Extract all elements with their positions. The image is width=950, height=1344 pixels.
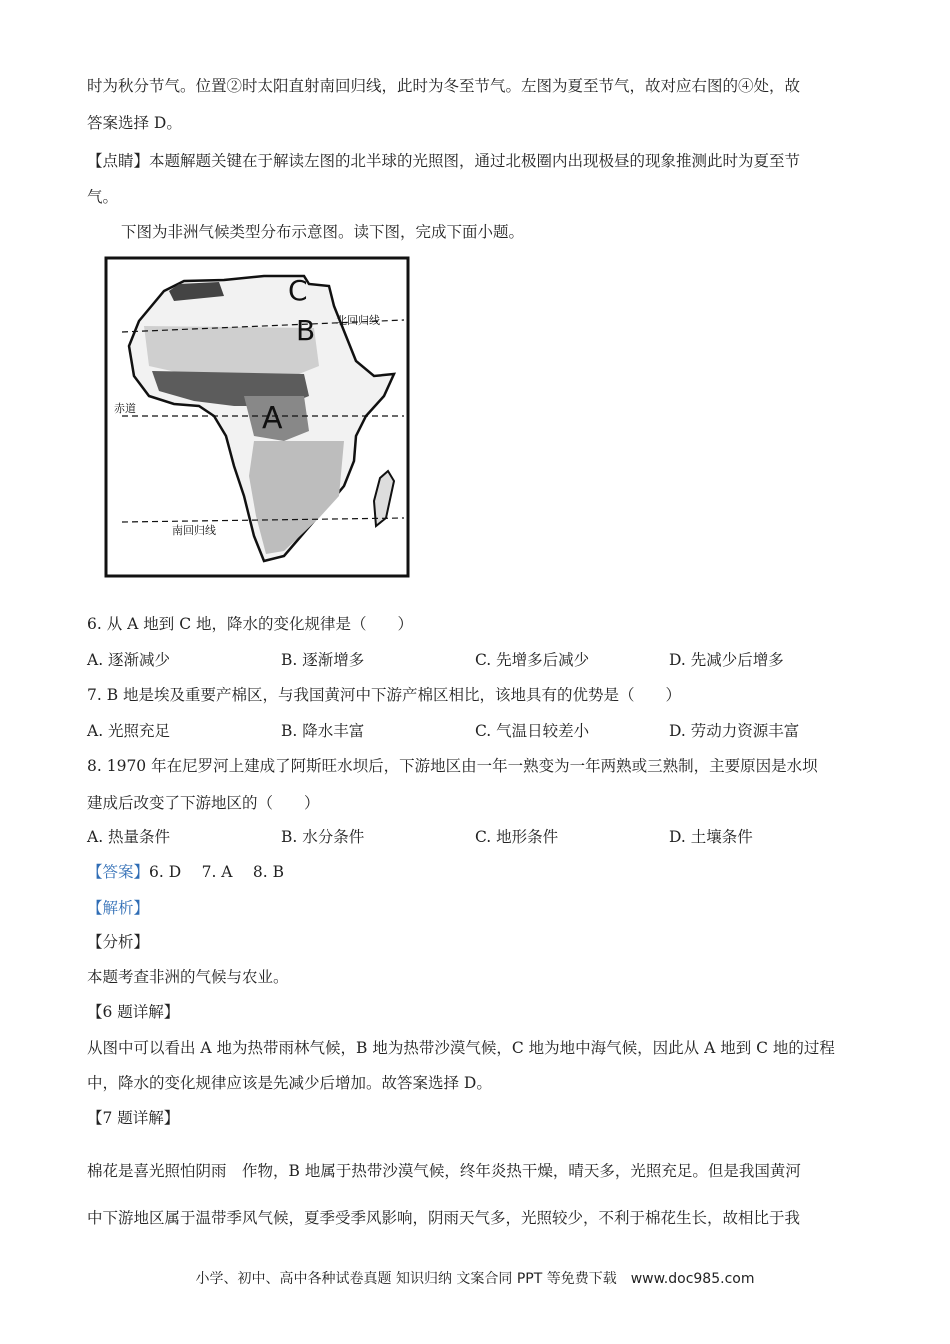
q7-option-b: B. 降水丰富 — [281, 722, 365, 740]
tropic-south-label: 南回归线 — [172, 524, 216, 537]
q6-option-c: C. 先增多后减少 — [475, 651, 590, 669]
question-8-stem-line2: 建成后改变了下游地区的（ ） — [87, 794, 320, 812]
prev-explanation-line1: 时为秋分节气。位置②时太阳直射南回归线，此时为冬至节气。左图为夏至节气，故对应右图的④处，故 — [87, 77, 801, 95]
q7-detail-label: 【7 题详解】 — [87, 1109, 180, 1127]
page-footer: 小学、初中、高中各种试卷真题 知识归纳 文案合同 PPT 等免费下载 www.doc985.com — [195, 1271, 755, 1287]
equator-label: 赤道 — [114, 402, 136, 415]
question-6-stem: 6. 从 A 地到 C 地，降水的变化规律是（ ） — [87, 615, 413, 633]
map-label-a: A — [262, 401, 283, 436]
map-label-c: C — [288, 274, 308, 307]
q6-option-a: A. 逐渐减少 — [87, 651, 171, 669]
prev-explanation-line2: 答案选择 D。 — [87, 114, 182, 132]
fenxi-label: 【分析】 — [87, 933, 150, 951]
q6-option-b: B. 逐渐增多 — [281, 651, 365, 669]
tip-line1: 【点睛】本题解题关键在于解读左图的北半球的光照图，通过北极圈内出现极昼的现象推测此时为夏至节 — [87, 152, 801, 170]
q7-detail-line1: 棉花是喜光照怕阴雨 作物，B 地属于热带沙漠气候，终年炎热干燥，晴天多，光照充足。但是我国黄河 — [87, 1162, 801, 1180]
africa-climate-map — [104, 256, 410, 578]
tip-line2: 气。 — [87, 188, 119, 206]
question-8-stem-line1: 8. 1970 年在尼罗河上建成了阿斯旺水坝后，下游地区由一年一熟变为一年两熟或三熟制，主要原因是水坝 — [87, 757, 818, 775]
analysis-label: 【解析】 — [87, 899, 150, 917]
q8-option-c: C. 地形条件 — [475, 828, 559, 846]
fenxi-text: 本题考查非洲的气候与农业。 — [87, 968, 289, 986]
answer-value: 6. D 7. A 8. B — [149, 863, 285, 881]
q8-option-b: B. 水分条件 — [281, 828, 365, 846]
map-label-b: B — [296, 314, 316, 347]
q7-option-d: D. 劳动力资源丰富 — [669, 722, 800, 740]
q7-detail-line2: 中下游地区属于温带季风气候，夏季受季风影响，阴雨天气多，光照较少，不利于棉花生长，故相比于我 — [87, 1209, 801, 1227]
q7-option-a: A. 光照充足 — [87, 722, 171, 740]
q6-option-d: D. 先减少后增多 — [669, 651, 784, 669]
answer-label: 【答案】 — [87, 863, 150, 881]
q8-option-d: D. 土壤条件 — [669, 828, 753, 846]
desert-zone — [144, 326, 319, 378]
question-7-stem: 7. B 地是埃及重要产棉区，与我国黄河中下游产棉区相比，该地具有的优势是（ ） — [87, 686, 682, 704]
q6-detail-line1: 从图中可以看出 A 地为热带雨林气候，B 地为热带沙漠气候，C 地为地中海气候，因此从 A 地到 C 地的过程 — [87, 1039, 835, 1057]
answer-line — [87, 861, 284, 883]
tropic-north-label: 北回归线 — [336, 314, 380, 327]
q6-detail-line2: 中，降水的变化规律应该是先减少后增加。故答案选择 D。 — [87, 1074, 492, 1092]
q7-option-c: C. 气温日较差小 — [475, 722, 590, 740]
q8-option-a: A. 热量条件 — [87, 828, 171, 846]
q6-detail-label: 【6 题详解】 — [87, 1003, 180, 1021]
intro-text: 下图为非洲气候类型分布示意图。读下图，完成下面小题。 — [121, 223, 525, 241]
